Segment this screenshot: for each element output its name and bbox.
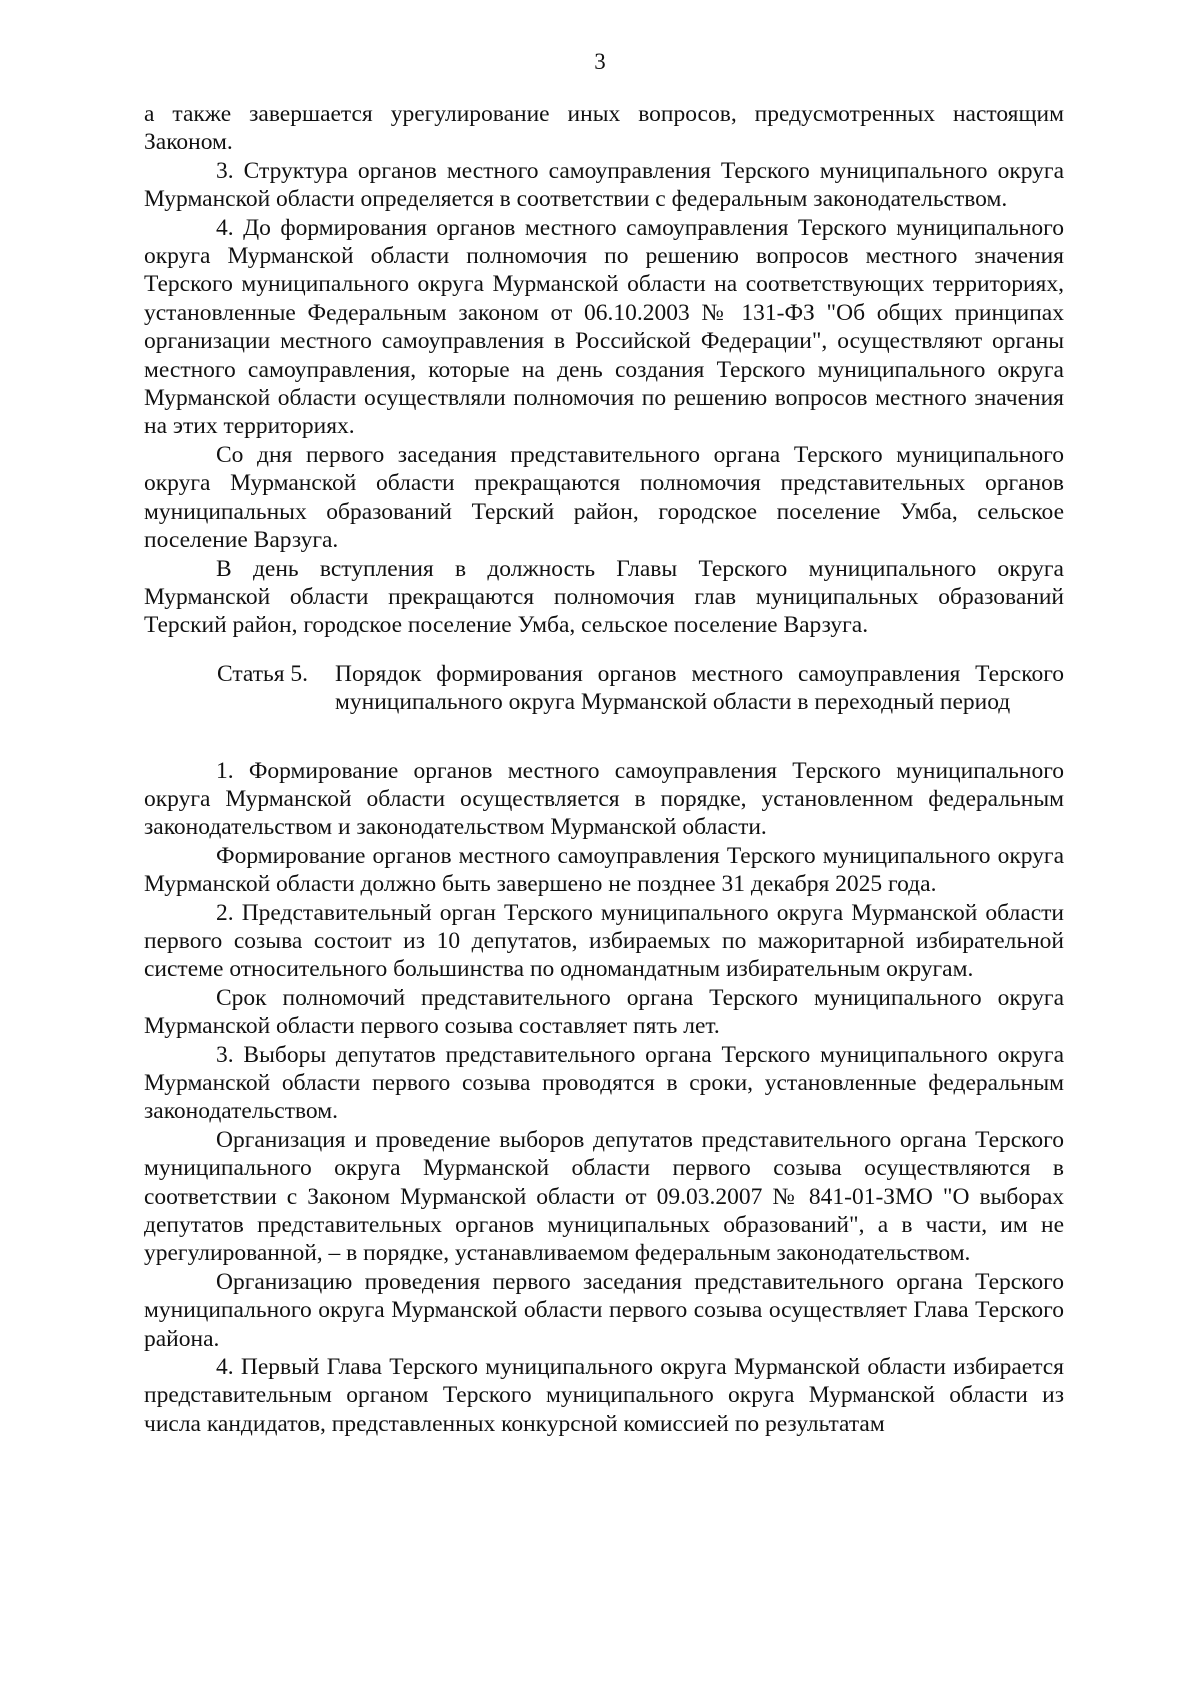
page-number: 3 (594, 49, 606, 74)
paragraph: Организация и проведение выборов депутатов представительного органа Терского муниципального округа Мурманской области первого созыва осуществляются в соответствии с Законом Мурманской области от 09.03.2007 № 841-01-ЗМО "О выборах депутатов представительных органов муниципальных образований", а в части, им не урегулированной, – в порядке, устанавливаемом федеральным законодательством. (144, 1126, 1064, 1267)
paragraph: Организацию проведения первого заседания представительного органа Терского муниципального округа Мурманской области первого созыва осуществляет Глава Терского района. (144, 1268, 1064, 1352)
document-body (144, 100, 1064, 1438)
paragraph: 2. Представительный орган Терского муниципального округа Мурманской области первого созыва состоит из 10 депутатов, избираемых по мажоритарной избирательной системе относительного большинства по одномандатным избирательным округам. (144, 899, 1064, 983)
paragraph: 1. Формирование органов местного самоуправления Терского муниципального округа Мурманской области осуществляется в порядке, установленном федеральным законодательством и законодательством Мурманской области. (144, 757, 1064, 841)
paragraph: 4. Первый Глава Терского муниципального округа Мурманской области избирается представительным органом Терского муниципального округа Мурманской области из числа кандидатов, представленных конкурсной комиссией по результатам (144, 1354, 1064, 1437)
paragraph: Со дня первого заседания представительного органа Терского муниципального округа Мурманской области прекращаются полномочия представительных органов муниципальных образований Терский район, городское поселение Умба, сельское поселение Варзуга. (144, 441, 1064, 554)
paragraph: В день вступления в должность Главы Терского муниципального округа Мурманской области прекращаются полномочия глав муниципальных образований Терский район, городское поселение Умба, сельское поселение Варзуга. (144, 555, 1064, 639)
paragraph: Формирование органов местного самоуправления Терского муниципального округа Мурманской области должно быть завершено не позднее 31 декабря 2025 года. (144, 842, 1064, 898)
paragraph: 4. До формирования органов местного самоуправления Терского муниципального округа Мурманской области полномочия по решению вопросов местного значения Терского муниципального округа Мурманской области на соответствующих территориях, установленные Федеральным законом от 06.10.2003 № 131-ФЗ "Об общих принципах организации местного самоуправления в Российской Федерации", осуществляют органы местного самоуправления, которые на день создания Терского муниципального округа Мурманской области осуществляли полномочия по решению вопросов местного значения на этих территориях. (144, 214, 1064, 440)
paragraph: 3. Структура органов местного самоуправления Терского муниципального округа Мурманской области определяется в соответствии с федеральным законодательством. (144, 157, 1064, 213)
paragraph: 3. Выборы депутатов представительного органа Терского муниципального округа Мурманской области первого созыва проводятся в сроки, установленные федеральным законодательством. (144, 1041, 1064, 1125)
article-number: Статья 5. (217, 660, 309, 687)
paragraph: а также завершается урегулирование иных вопросов, предусмотренных настоящим Законом. (144, 101, 1064, 156)
paragraph: Срок полномочий представительного органа Терского муниципального округа Мурманской области первого созыва составляет пять лет. (144, 984, 1064, 1040)
article-heading (144, 660, 1064, 717)
article-title: Порядок формирования органов местного самоуправления Терского муниципального округа Мурманской области в переходный период (335, 660, 1064, 716)
